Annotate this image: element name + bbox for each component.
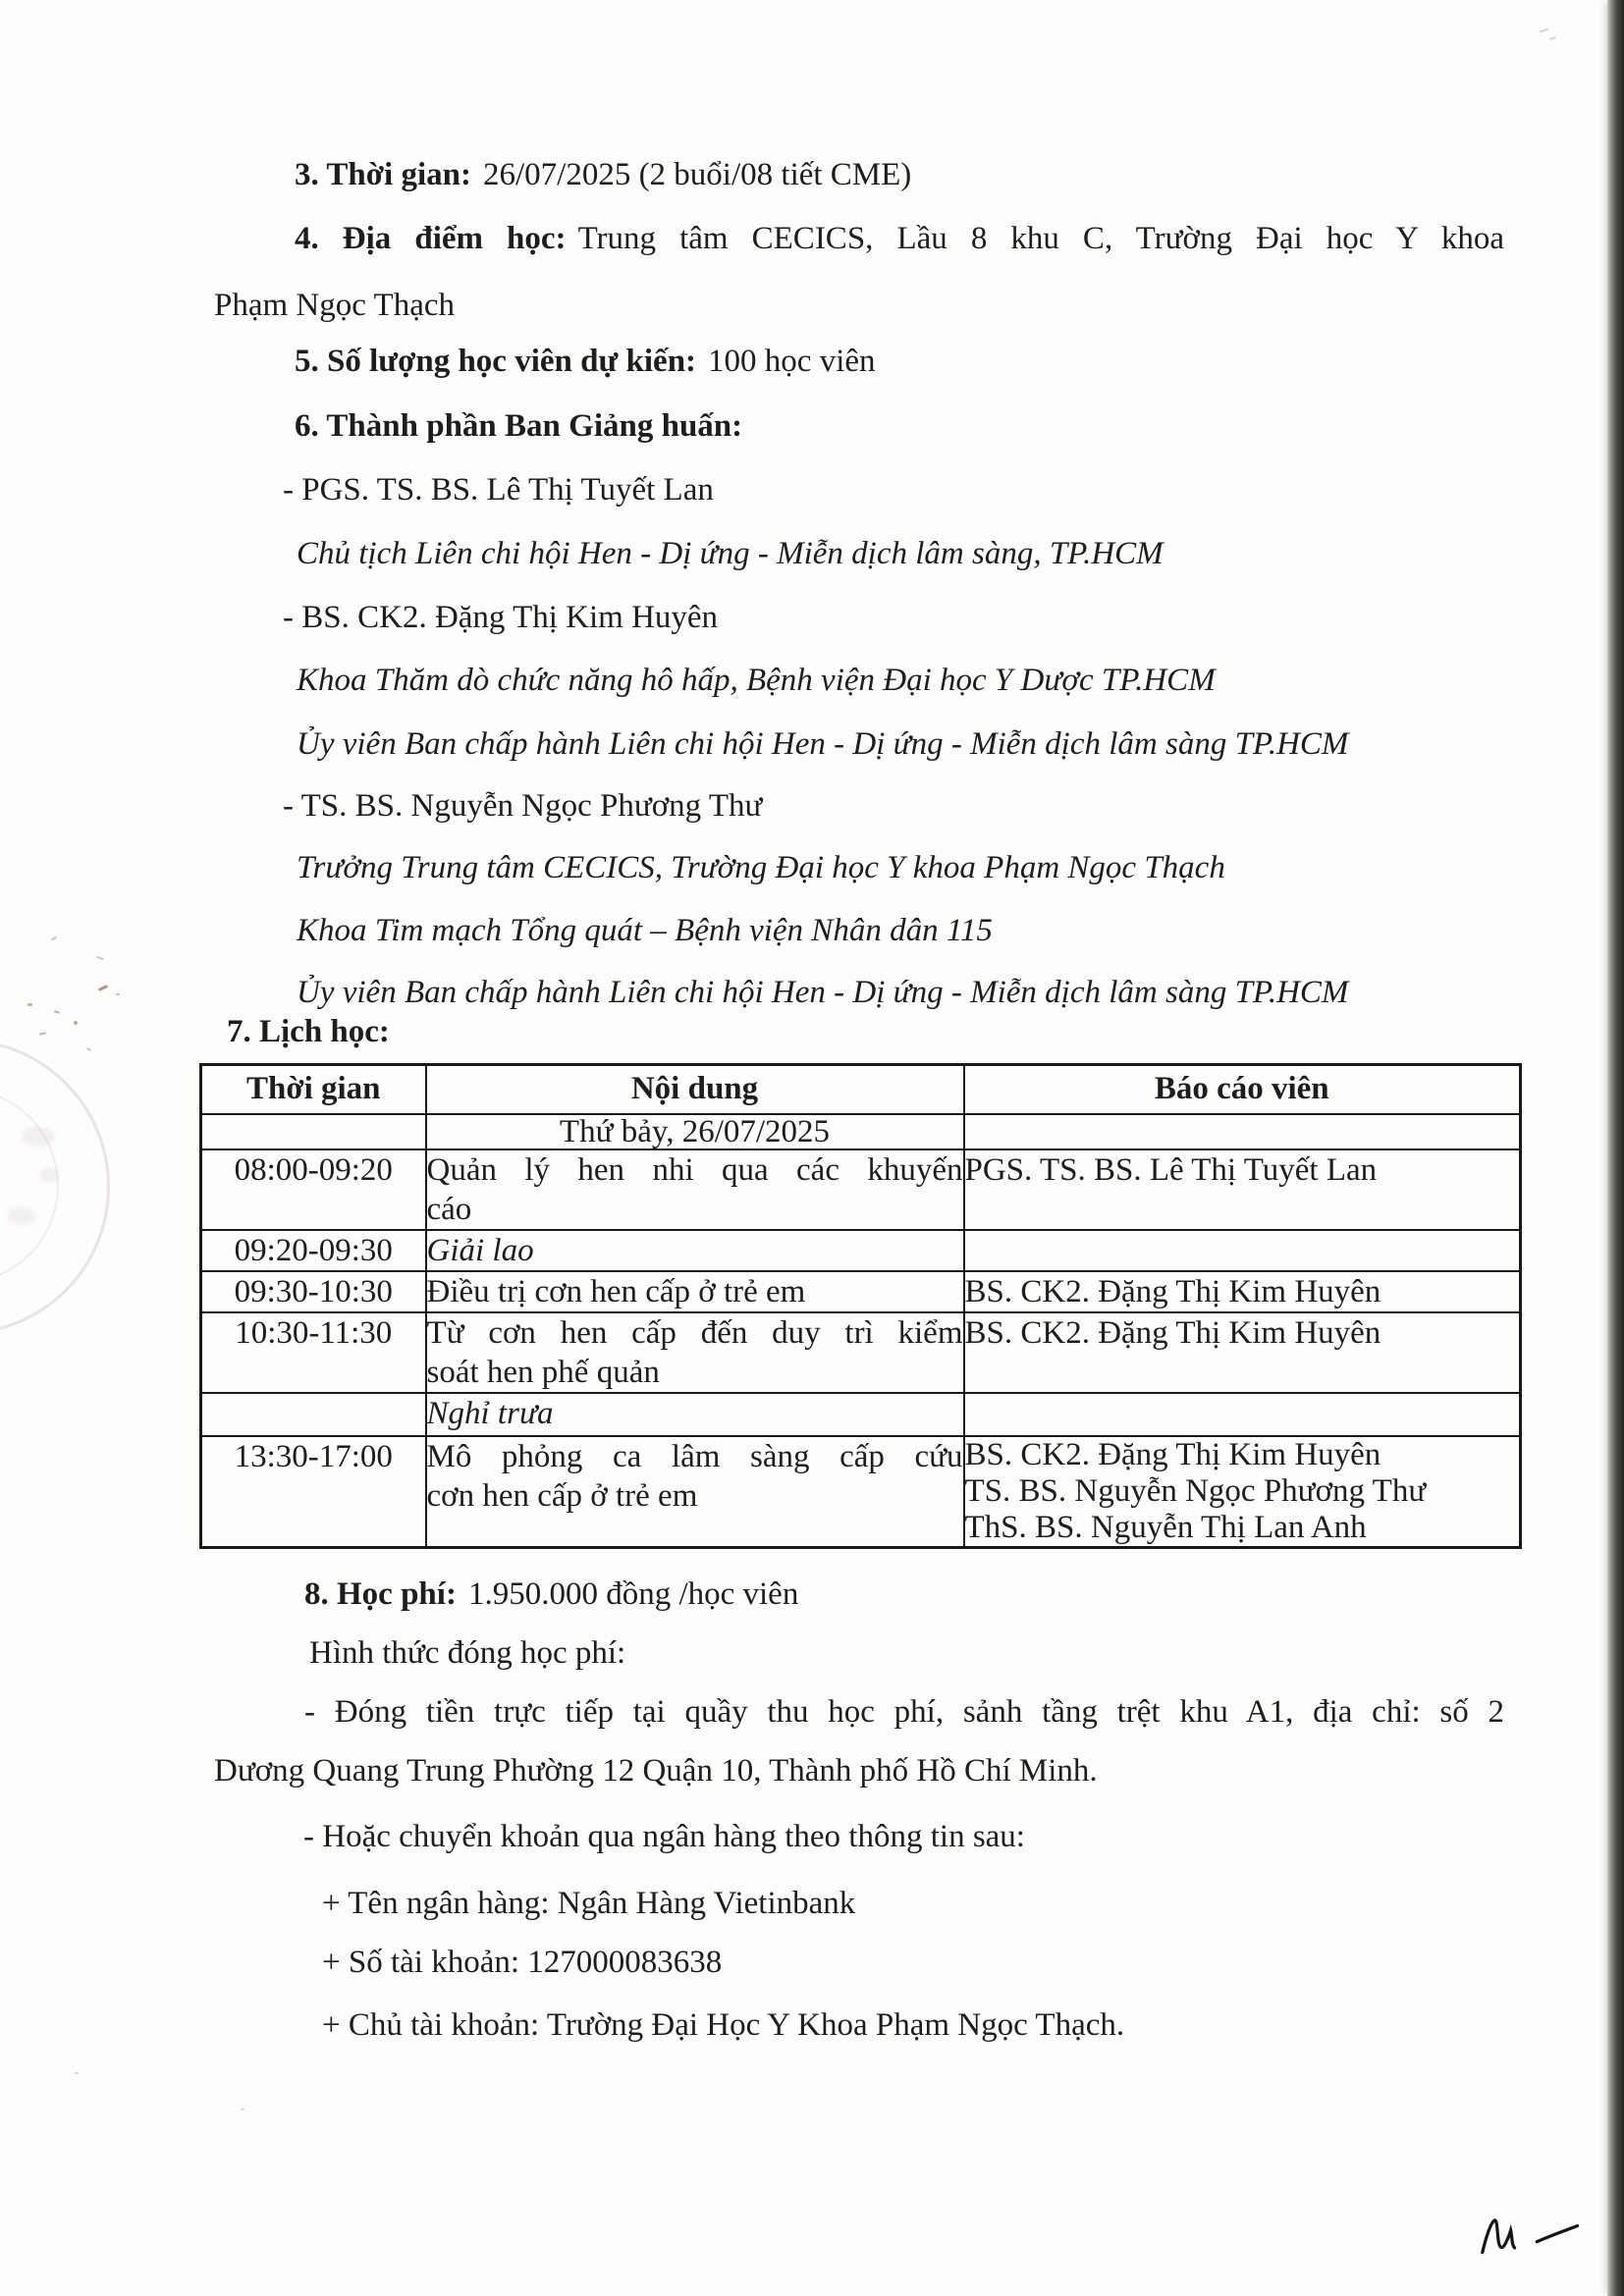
payment-bank-name: + Tên ngân hàng: Ngân Hàng Vietinbank (322, 1886, 856, 1921)
row-4-topic-line-2: soát hen phế quản (426, 1354, 660, 1390)
row-2-speaker (964, 1230, 1521, 1271)
row-1-topic-line-2: cáo (426, 1191, 472, 1227)
section-5-attendees (295, 341, 876, 382)
schedule-header-topic: Nội dung (426, 1065, 964, 1114)
payment-account-number: + Số tài khoản: 127000083638 (322, 1945, 723, 1980)
stamp-smudge-3 (39, 1168, 59, 1182)
faculty-3-role-3: Ủy viên Ban chấp hành Liên chi hội Hen - Dị ứng - Miễn dịch lâm sàng TP.HCM (297, 975, 1349, 1010)
corner-scan-mark (1549, 36, 1556, 40)
section-4-location (295, 218, 1504, 259)
ink-speckle (74, 1021, 78, 1025)
row-1-time: 08:00-09:20 (201, 1149, 426, 1230)
handwritten-initial-mark (1467, 2204, 1597, 2269)
ink-speckle (51, 936, 57, 941)
payment-account-holder: + Chủ tài khoản: Trường Đại Học Y Khoa Phạm Ngọc Thạch. (322, 2007, 1125, 2043)
section-3-label: 3. Thời gian: (295, 157, 471, 192)
section-4-label: 4. Địa điểm học: (295, 221, 567, 256)
row-2-topic: Giải lao (426, 1230, 964, 1271)
ink-speckle (86, 1047, 91, 1051)
ink-speckle (96, 956, 104, 961)
schedule-table (199, 1063, 1522, 1549)
ink-speckle (116, 993, 120, 996)
row-4-topic (426, 1312, 964, 1393)
faculty-2-role-2: Ủy viên Ban chấp hành Liên chi hội Hen - Dị ứng - Miễn dịch lâm sàng TP.HCM (297, 726, 1349, 762)
row-4-time: 10:30-11:30 (201, 1312, 426, 1393)
row-5-speaker (964, 1393, 1521, 1436)
row-6-speaker-2: TS. BS. Nguyễn Ngọc Phương Thư (964, 1472, 1427, 1509)
payment-direct-line-1: - Đóng tiền trực tiếp tại quầy thu học phí, sảnh tầng trệt khu A1, địa chỉ: số 2 (304, 1694, 1504, 1730)
corner-scan-mark (1540, 28, 1548, 33)
section-3-value: 26/07/2025 (2 buổi/08 tiết CME) (482, 157, 912, 192)
row-2-time: 09:20-09:30 (201, 1230, 426, 1271)
schedule-header-speaker: Báo cáo viên (964, 1065, 1521, 1114)
ink-speckle (241, 2109, 244, 2110)
scan-edge-shadow (1607, 0, 1624, 2296)
section-7-schedule-heading: 7. Lịch học: (227, 1014, 390, 1049)
row-4-speaker: BS. CK2. Đặng Thị Kim Huyên (964, 1312, 1521, 1393)
faculty-3-role-1: Trưởng Trung tâm CECICS, Trường Đại học Y khoa Phạm Ngọc Thạch (297, 850, 1225, 885)
ink-speckle (75, 2072, 79, 2074)
section-8-value: 1.950.000 đồng /học viên (467, 1576, 799, 1612)
section-6-faculty-heading: 6. Thành phần Ban Giảng huấn: (295, 408, 743, 444)
row-6-topic-line-1: Mô phỏng ca lâm sàng cấp cứu (426, 1438, 963, 1474)
faculty-1-name: - PGS. TS. BS. Lê Thị Tuyết Lan (283, 472, 714, 507)
payment-transfer-line: - Hoặc chuyển khoản qua ngân hàng theo thông tin sau: (303, 1819, 1025, 1854)
ink-speckle (39, 1032, 46, 1035)
schedule-row-5 (201, 1393, 1521, 1436)
row-5-time (201, 1393, 426, 1436)
schedule-row-3 (201, 1271, 1521, 1312)
ink-speckle (27, 1003, 32, 1006)
stamp-smudge-2 (8, 1207, 35, 1225)
faculty-3-role-2: Khoa Tim mạch Tổng quát – Bệnh viện Nhân dân 115 (297, 913, 993, 948)
row-5-topic: Nghỉ trưa (426, 1393, 964, 1436)
row-3-speaker: BS. CK2. Đặng Thị Kim Huyên (964, 1271, 1521, 1312)
row-6-speakers (964, 1436, 1521, 1548)
section-8-label: 8. Học phí: (304, 1576, 457, 1612)
row-6-time: 13:30-17:00 (201, 1436, 426, 1548)
row-6-speaker-3: ThS. BS. Nguyễn Thị Lan Anh (964, 1509, 1367, 1545)
schedule-row-6 (201, 1436, 1521, 1548)
schedule-row-1 (201, 1149, 1521, 1230)
faculty-2-name: - BS. CK2. Đặng Thị Kim Huyên (283, 600, 719, 635)
schedule-day-row (201, 1114, 1521, 1149)
row-1-topic (426, 1149, 964, 1230)
row-6-speaker-1: BS. CK2. Đặng Thị Kim Huyên (964, 1436, 1381, 1472)
schedule-row-2 (201, 1230, 1521, 1271)
row-3-time: 09:30-10:30 (201, 1271, 426, 1312)
row-4-topic-line-1: Từ cơn hen cấp đến duy trì kiểm (426, 1314, 963, 1351)
section-8-fee (304, 1574, 798, 1615)
row-1-speaker: PGS. TS. BS. Lê Thị Tuyết Lan (964, 1149, 1521, 1230)
faculty-2-role-1: Khoa Thăm dò chức năng hô hấp, Bệnh viện Đại học Y Dược TP.HCM (297, 663, 1216, 698)
row-6-topic (426, 1436, 964, 1548)
stamp-smudge-1 (22, 1127, 55, 1147)
section-5-value: 100 học viên (708, 344, 876, 379)
section-4-value: Trung tâm CECICS, Lầu 8 khu C, Trường Đại học Y khoa (577, 221, 1504, 256)
payment-method-title: Hình thức đóng học phí: (309, 1635, 626, 1671)
row-1-topic-line-1: Quản lý hen nhi qua các khuyến (426, 1151, 963, 1188)
section-3-time (295, 154, 911, 195)
schedule-day-empty-right (964, 1114, 1521, 1149)
row-3-topic: Điều trị cơn hen cấp ở trẻ em (426, 1271, 964, 1312)
schedule-day-empty-left (201, 1114, 426, 1149)
schedule-header-row (201, 1065, 1521, 1114)
section-5-label: 5. Số lượng học viên dự kiến: (295, 344, 697, 379)
schedule-day-header: Thứ bảy, 26/07/2025 (426, 1114, 964, 1149)
faculty-3-name: - TS. BS. Nguyễn Ngọc Phương Thư (283, 788, 763, 824)
ink-speckle (98, 985, 108, 991)
faculty-1-role-1: Chủ tịch Liên chi hội Hen - Dị ứng - Miễn dịch lâm sàng, TP.HCM (297, 536, 1164, 571)
schedule-header-time: Thời gian (201, 1065, 426, 1114)
payment-direct-line-2: Dương Quang Trung Phường 12 Quận 10, Thành phố Hồ Chí Minh. (214, 1753, 1098, 1789)
row-6-topic-line-2: cơn hen cấp ở trẻ em (426, 1477, 698, 1514)
section-4-location-cont: Phạm Ngọc Thạch (214, 288, 456, 323)
schedule-row-4 (201, 1312, 1521, 1393)
ink-speckle (54, 1010, 60, 1013)
